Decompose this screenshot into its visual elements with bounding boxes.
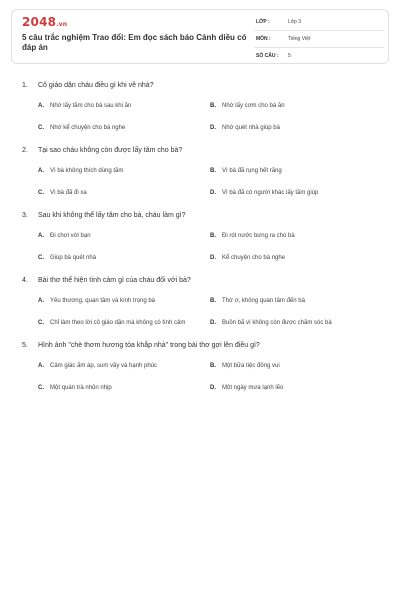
question-stem	[22, 146, 382, 155]
meta-row-grade	[254, 16, 384, 31]
question-2	[22, 146, 382, 201]
option-b[interactable]	[210, 297, 382, 306]
worksheet-title: 5 câu trắc nghiệm Trao đổi: Em đọc sách báo Cánh diều có đáp án	[22, 33, 247, 52]
option-text: Một quán trà nhộn nhịp	[50, 384, 112, 391]
option-list	[22, 358, 382, 396]
option-letter: C.	[38, 319, 44, 326]
question-number: 4.	[22, 277, 28, 284]
option-text: Đi rót nước bưng ra cho bà	[222, 232, 295, 239]
question-number: 3.	[22, 212, 28, 219]
option-letter: B.	[210, 167, 216, 174]
option-text: Nhớ lấy cơm cho bà ăn	[222, 102, 285, 109]
option-c[interactable]	[38, 319, 210, 328]
meta-row-count	[254, 50, 384, 64]
option-letter: B.	[210, 297, 216, 304]
option-text: Cảm giác ấm áp, sum vầy và hạnh phúc	[50, 362, 158, 369]
option-letter: D.	[210, 189, 216, 196]
option-c[interactable]	[38, 124, 210, 133]
option-a[interactable]	[38, 167, 210, 176]
option-text: Nhớ lấy tăm cho bà sau khi ăn	[50, 102, 132, 109]
question-stem	[22, 211, 382, 220]
question-number: 5.	[22, 342, 28, 349]
option-text: Kể chuyện cho bà nghe	[222, 254, 286, 261]
option-text: Đi chơi với bạn	[50, 232, 91, 239]
question-text: Bài thơ thể hiện tình cảm gì của cháu đối với bà?	[38, 277, 191, 284]
option-letter: B.	[210, 102, 216, 109]
site-logo[interactable]	[22, 15, 67, 29]
option-text: Vì bà đã có người khác lấy tăm giúp	[222, 189, 319, 196]
option-b[interactable]	[210, 102, 382, 111]
option-d[interactable]	[210, 384, 382, 393]
option-text: Thờ ơ, không quan tâm đến bà	[222, 297, 305, 304]
option-letter: D.	[210, 254, 216, 261]
question-text: Sau khi không thể lấy tăm cho bà, cháu làm gì?	[38, 212, 186, 219]
option-letter: C.	[38, 189, 44, 196]
option-a[interactable]	[38, 297, 210, 306]
option-text: Nhớ kể chuyện cho bà nghe	[50, 124, 126, 131]
meta-value: Lớp 3	[288, 19, 302, 25]
question-stem	[22, 276, 382, 285]
option-d[interactable]	[210, 319, 382, 328]
logo-main: 2048	[22, 15, 57, 29]
meta-row-subject	[254, 33, 384, 48]
option-b[interactable]	[210, 167, 382, 176]
option-list	[22, 163, 382, 201]
option-text: Nhớ quét nhà giúp bà	[222, 124, 280, 131]
worksheet-meta	[254, 16, 384, 66]
option-text: Vì bà đã đi xa	[50, 189, 87, 196]
option-letter: C.	[38, 124, 44, 131]
option-c[interactable]	[38, 384, 210, 393]
option-text: Yêu thương, quan tâm và kính trọng bà	[50, 297, 156, 304]
question-text: Tại sao cháu không còn được lấy tăm cho bà?	[38, 147, 183, 154]
option-letter: B.	[210, 232, 216, 239]
question-1	[22, 81, 382, 136]
question-text: Hình ảnh "chè thơm hương tỏa khắp nhà" trong bài thơ gợi lên điều gì?	[38, 342, 260, 349]
option-letter: C.	[38, 254, 44, 261]
meta-label: MÔN :	[256, 36, 271, 42]
option-list	[22, 98, 382, 136]
question-text: Cô giáo dặn cháu điều gì khi về nhà?	[38, 82, 154, 89]
question-stem	[22, 341, 382, 350]
option-letter: C.	[38, 384, 44, 391]
option-letter: A.	[38, 362, 44, 369]
option-list	[22, 228, 382, 266]
option-list	[22, 293, 382, 331]
option-text: Vì bà không thích dùng tăm	[50, 167, 124, 174]
worksheet-header	[11, 9, 389, 64]
option-a[interactable]	[38, 362, 210, 371]
option-letter: D.	[210, 319, 216, 326]
option-text: Giúp bà quét nhà	[50, 254, 97, 261]
question-stem	[22, 81, 382, 90]
meta-label: SỐ CÂU :	[256, 53, 279, 59]
option-letter: A.	[38, 167, 44, 174]
question-number: 2.	[22, 147, 28, 154]
option-a[interactable]	[38, 232, 210, 241]
option-letter: A.	[38, 232, 44, 239]
logo-suffix: .vn	[56, 21, 68, 28]
question-5	[22, 341, 382, 396]
option-d[interactable]	[210, 124, 382, 133]
option-letter: A.	[38, 102, 44, 109]
option-b[interactable]	[210, 232, 382, 241]
option-text: Buồn bã vì không còn được chăm sóc bà	[222, 319, 332, 326]
option-letter: B.	[210, 362, 216, 369]
option-letter: D.	[210, 384, 216, 391]
meta-value: Tiếng Việt	[288, 36, 311, 42]
option-d[interactable]	[210, 189, 382, 198]
question-number: 1.	[22, 82, 28, 89]
meta-value: 5	[288, 53, 291, 59]
option-letter: D.	[210, 124, 216, 131]
question-list	[22, 81, 382, 406]
option-c[interactable]	[38, 254, 210, 263]
option-text: Chỉ làm theo lời cô giáo dặn mà không có tình cảm	[50, 319, 186, 326]
option-d[interactable]	[210, 254, 382, 263]
question-4	[22, 276, 382, 331]
question-3	[22, 211, 382, 266]
option-text: Vì bà đã rụng hết răng	[222, 167, 282, 174]
option-a[interactable]	[38, 102, 210, 111]
option-c[interactable]	[38, 189, 210, 198]
option-text: Một bữa tiệc đông vui	[222, 362, 280, 369]
meta-label: LỚP :	[256, 19, 270, 25]
option-b[interactable]	[210, 362, 382, 371]
option-letter: A.	[38, 297, 44, 304]
option-text: Một ngày mưa lạnh lẽo	[222, 384, 284, 391]
